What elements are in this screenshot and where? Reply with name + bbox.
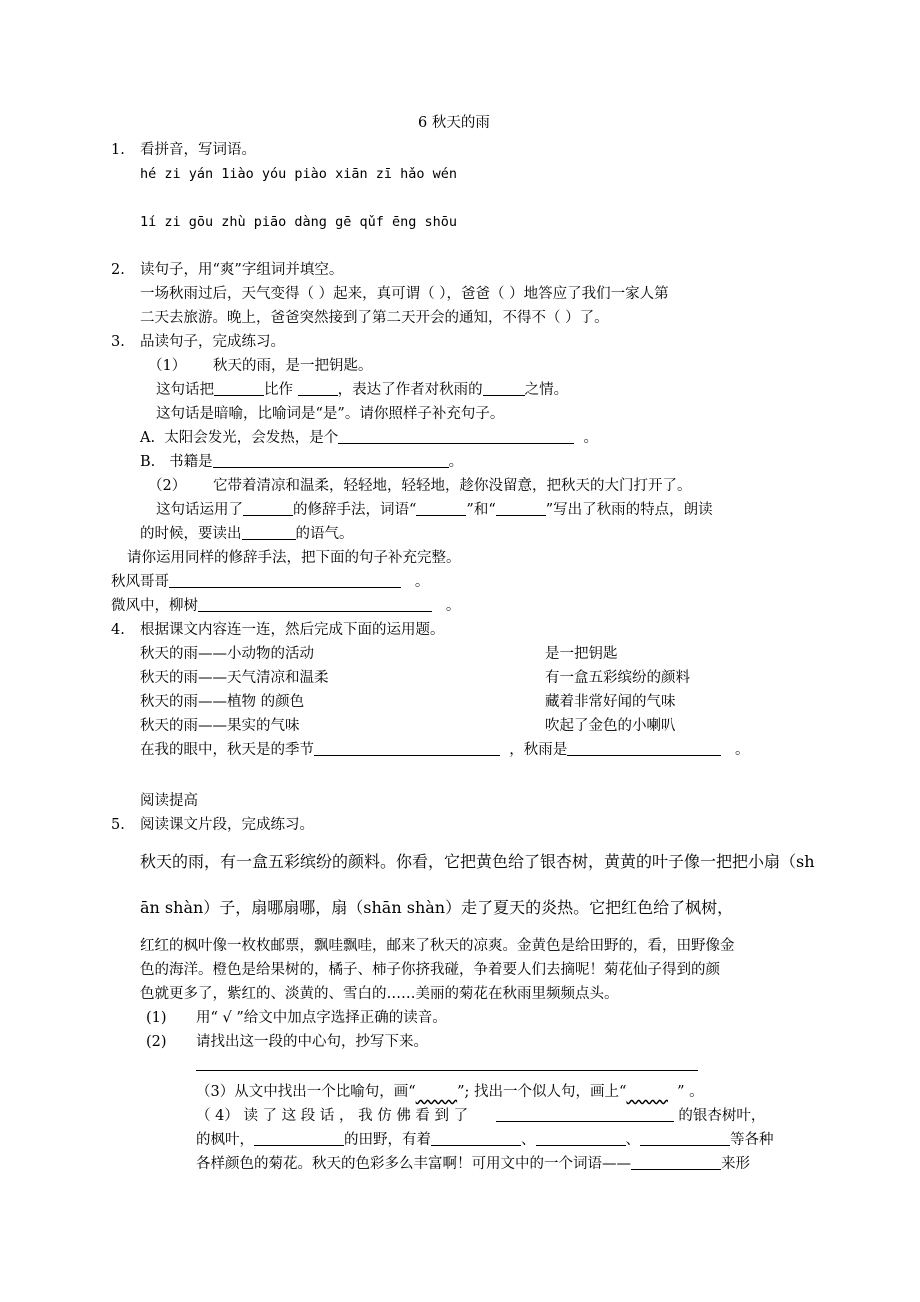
blank[interactable] [416,500,466,516]
q5-sub3 [196,1082,704,1102]
blank[interactable] [431,1130,521,1146]
q3-sub1-number: （1） [148,358,187,374]
blank[interactable] [314,740,500,756]
q3-sub1-sentence: 秋天的雨，是一把钥匙。 [213,358,373,374]
q1-prompt: 看拼音，写词语。 [140,142,256,158]
blank[interactable] [169,572,401,588]
text: （ 4） 读 了 这 段 话 ， 我 仿 佛 看 到 了 [196,1108,469,1124]
blank[interactable] [242,524,296,540]
q5-sub4-line3 [196,1154,750,1174]
blank[interactable] [298,380,338,396]
reading-heading: 阅读提高 [140,793,198,809]
blank[interactable] [483,380,525,396]
q5-passage-line: 秋天的雨，有一盒五彩缤纷的颜料。你看，它把黄色给了银杏树，黄黄的叶子像一把把小扇（sh [140,852,815,871]
text: 。 [414,574,430,590]
text: 各样颜色的菊花。秋天的色彩多么丰富啊！可用文中的一个词语—— [196,1156,631,1172]
q5-number: 5. [111,817,125,833]
q1-pinyin-row2: 1í zi gōu zhù piāo dàng gē qǔf ēng shōu [140,214,457,230]
q3-sub2-question-cont [140,524,354,544]
text: 、 [625,1132,640,1148]
text: 这句话把 [156,382,214,398]
text: 的枫叶， [196,1132,254,1148]
text: 的银杏树叶， [678,1108,766,1124]
blank[interactable] [213,452,449,468]
blank[interactable] [243,500,293,516]
text: 之情。 [524,382,569,398]
q4-fill-sentence [140,740,750,760]
text: 秋风哥哥 [111,574,169,590]
q4-left-item[interactable]: 秋天的雨——植物 的颜色 [140,694,305,710]
label: A. [140,430,156,446]
q3-prompt: 品读句子，完成练习。 [140,334,285,350]
page-title: 6 秋天的雨 [418,115,490,131]
q3-sub2-question [156,500,713,520]
q5-sub2-text: 请找出这一段的中心句，抄写下来。 [196,1034,428,1050]
q3-sub1-instruction: 这句话是暗喻，比喻词是“是”。请你照样子补充句子。 [156,406,505,422]
blank[interactable] [631,1154,721,1170]
text: （3）从文中找出一个比喻句，画“ [196,1084,416,1100]
q3-sub2-number: （2） [148,478,187,494]
text: 这句话运用了 [156,502,243,518]
q3-option-b [140,452,463,472]
q5-passage-line: 红红的枫叶像一枚枚邮票，飘哇飘哇，邮来了秋天的凉爽。金黄色是给田野的，看，田野像金 [140,938,735,954]
wavy-line-sample [626,1084,667,1100]
q1-pinyin-row1: hé zi yán 1iào yóu piào xiān zī hǎo wén [140,166,457,182]
q3-sub2-sentence: 它带着清凉和温柔，轻轻地，轻轻地，趁你没留意，把秋天的大门打开了。 [213,478,692,494]
q2-prompt: 读句子，用“爽”字组词并填空。 [140,262,344,278]
q5-sub1-number: (1) [146,1010,167,1026]
q3-wind-sentence [111,572,429,592]
blank[interactable] [536,1130,626,1146]
q3-sub1-question [156,380,568,400]
text: ，表达了作者对秋雨的 [337,382,483,398]
q5-sub2-number: (2) [146,1034,167,1050]
q3-option-a [140,428,598,448]
text: 。 [445,598,461,614]
text: ” 。 [677,1084,704,1100]
blank[interactable] [338,428,574,444]
blank[interactable] [496,1106,674,1122]
blank[interactable] [567,740,721,756]
q4-prompt: 根据课文内容连一连，然后完成下面的运用题。 [140,622,445,638]
text: 来形 [721,1156,750,1172]
text: 的田野，有着 [344,1132,431,1148]
q4-right-item[interactable]: 是一把钥匙 [545,646,618,662]
text: 的修辞手法，词语“ [293,502,417,518]
blank[interactable] [496,500,546,516]
q2-line1: 一场秋雨过后，天气变得（ ）起来，真可谓（ ），爸爸（ ）地答应了我们一家人第 [140,286,669,302]
text: 比作 [264,382,293,398]
q3-sub2-instruction: 请你运用同样的修辞手法，把下面的句子补充完整。 [127,550,461,566]
q5-passage-line: ān shàn）子，扇哪扇哪，扇（shān shàn）走了夏天的炎热。它把红色给了枫树， [140,898,734,917]
text: ”; 找出一个似人句，画上“ [457,1084,627,1100]
q4-right-item[interactable]: 有一盒五彩缤纷的颜料 [545,670,690,686]
text: 。 [735,742,750,758]
blank[interactable] [198,596,432,612]
text: 微风中，柳树 [111,598,198,614]
text: 太阳会发光，会发热，是个 [164,430,339,446]
q4-right-item[interactable]: 吹起了金色的小喇叭 [545,718,676,734]
label: B. [140,454,156,470]
text: 在我的眼中，秋天是的季节 [140,742,314,758]
q4-right-item[interactable]: 藏着非常好闻的气味 [545,694,676,710]
text: 的语气。 [295,526,354,542]
text: 。 [583,430,599,446]
blank[interactable] [214,380,264,396]
q5-prompt: 阅读课文片段，完成练习。 [140,817,314,833]
q1-number: 1. [111,142,125,158]
answer-line[interactable] [196,1070,698,1071]
blank[interactable] [254,1130,344,1146]
text: 等各种 [730,1132,774,1148]
q5-sub1-text: 用“ √ ”给文中加点字选择正确的读音。 [196,1010,447,1026]
text: ，秋雨是 [509,742,568,758]
q5-passage-line: 色的海洋。橙色是给果树的，橘子、柿子你挤我碰，争着要人们去摘呢！菊花仙子得到的颜 [140,962,720,978]
blank[interactable] [640,1130,730,1146]
text: ”和“ [466,502,496,518]
q5-sub4-line2 [196,1130,774,1150]
text: ”写出了秋雨的特点，朗读 [545,502,713,518]
q5-passage-line: 色就更多了，紫红的、淡黄的、雪白的……美丽的菊花在秋雨里频频点头。 [140,986,619,1002]
q4-left-item[interactable]: 秋天的雨——天气清凉和温柔 [140,670,329,686]
q3-willow-sentence [111,596,460,616]
text: 。 [448,454,464,470]
q4-left-item[interactable]: 秋天的雨——果实的气味 [140,718,300,734]
text: 、 [521,1132,536,1148]
text: 的时候，要读出 [140,526,242,542]
text: 书籍是 [169,454,213,470]
q5-sub4-line1 [196,1106,765,1126]
q4-left-item[interactable]: 秋天的雨——小动物的活动 [140,646,314,662]
q2-number: 2. [111,262,125,278]
q3-number: 3. [111,334,125,350]
q2-line2: 二天去旅游。晚上，爸爸突然接到了第二天开会的通知，不得不（ ）了。 [140,310,609,326]
wavy-line-sample [416,1084,457,1100]
q4-number: 4. [111,622,125,638]
